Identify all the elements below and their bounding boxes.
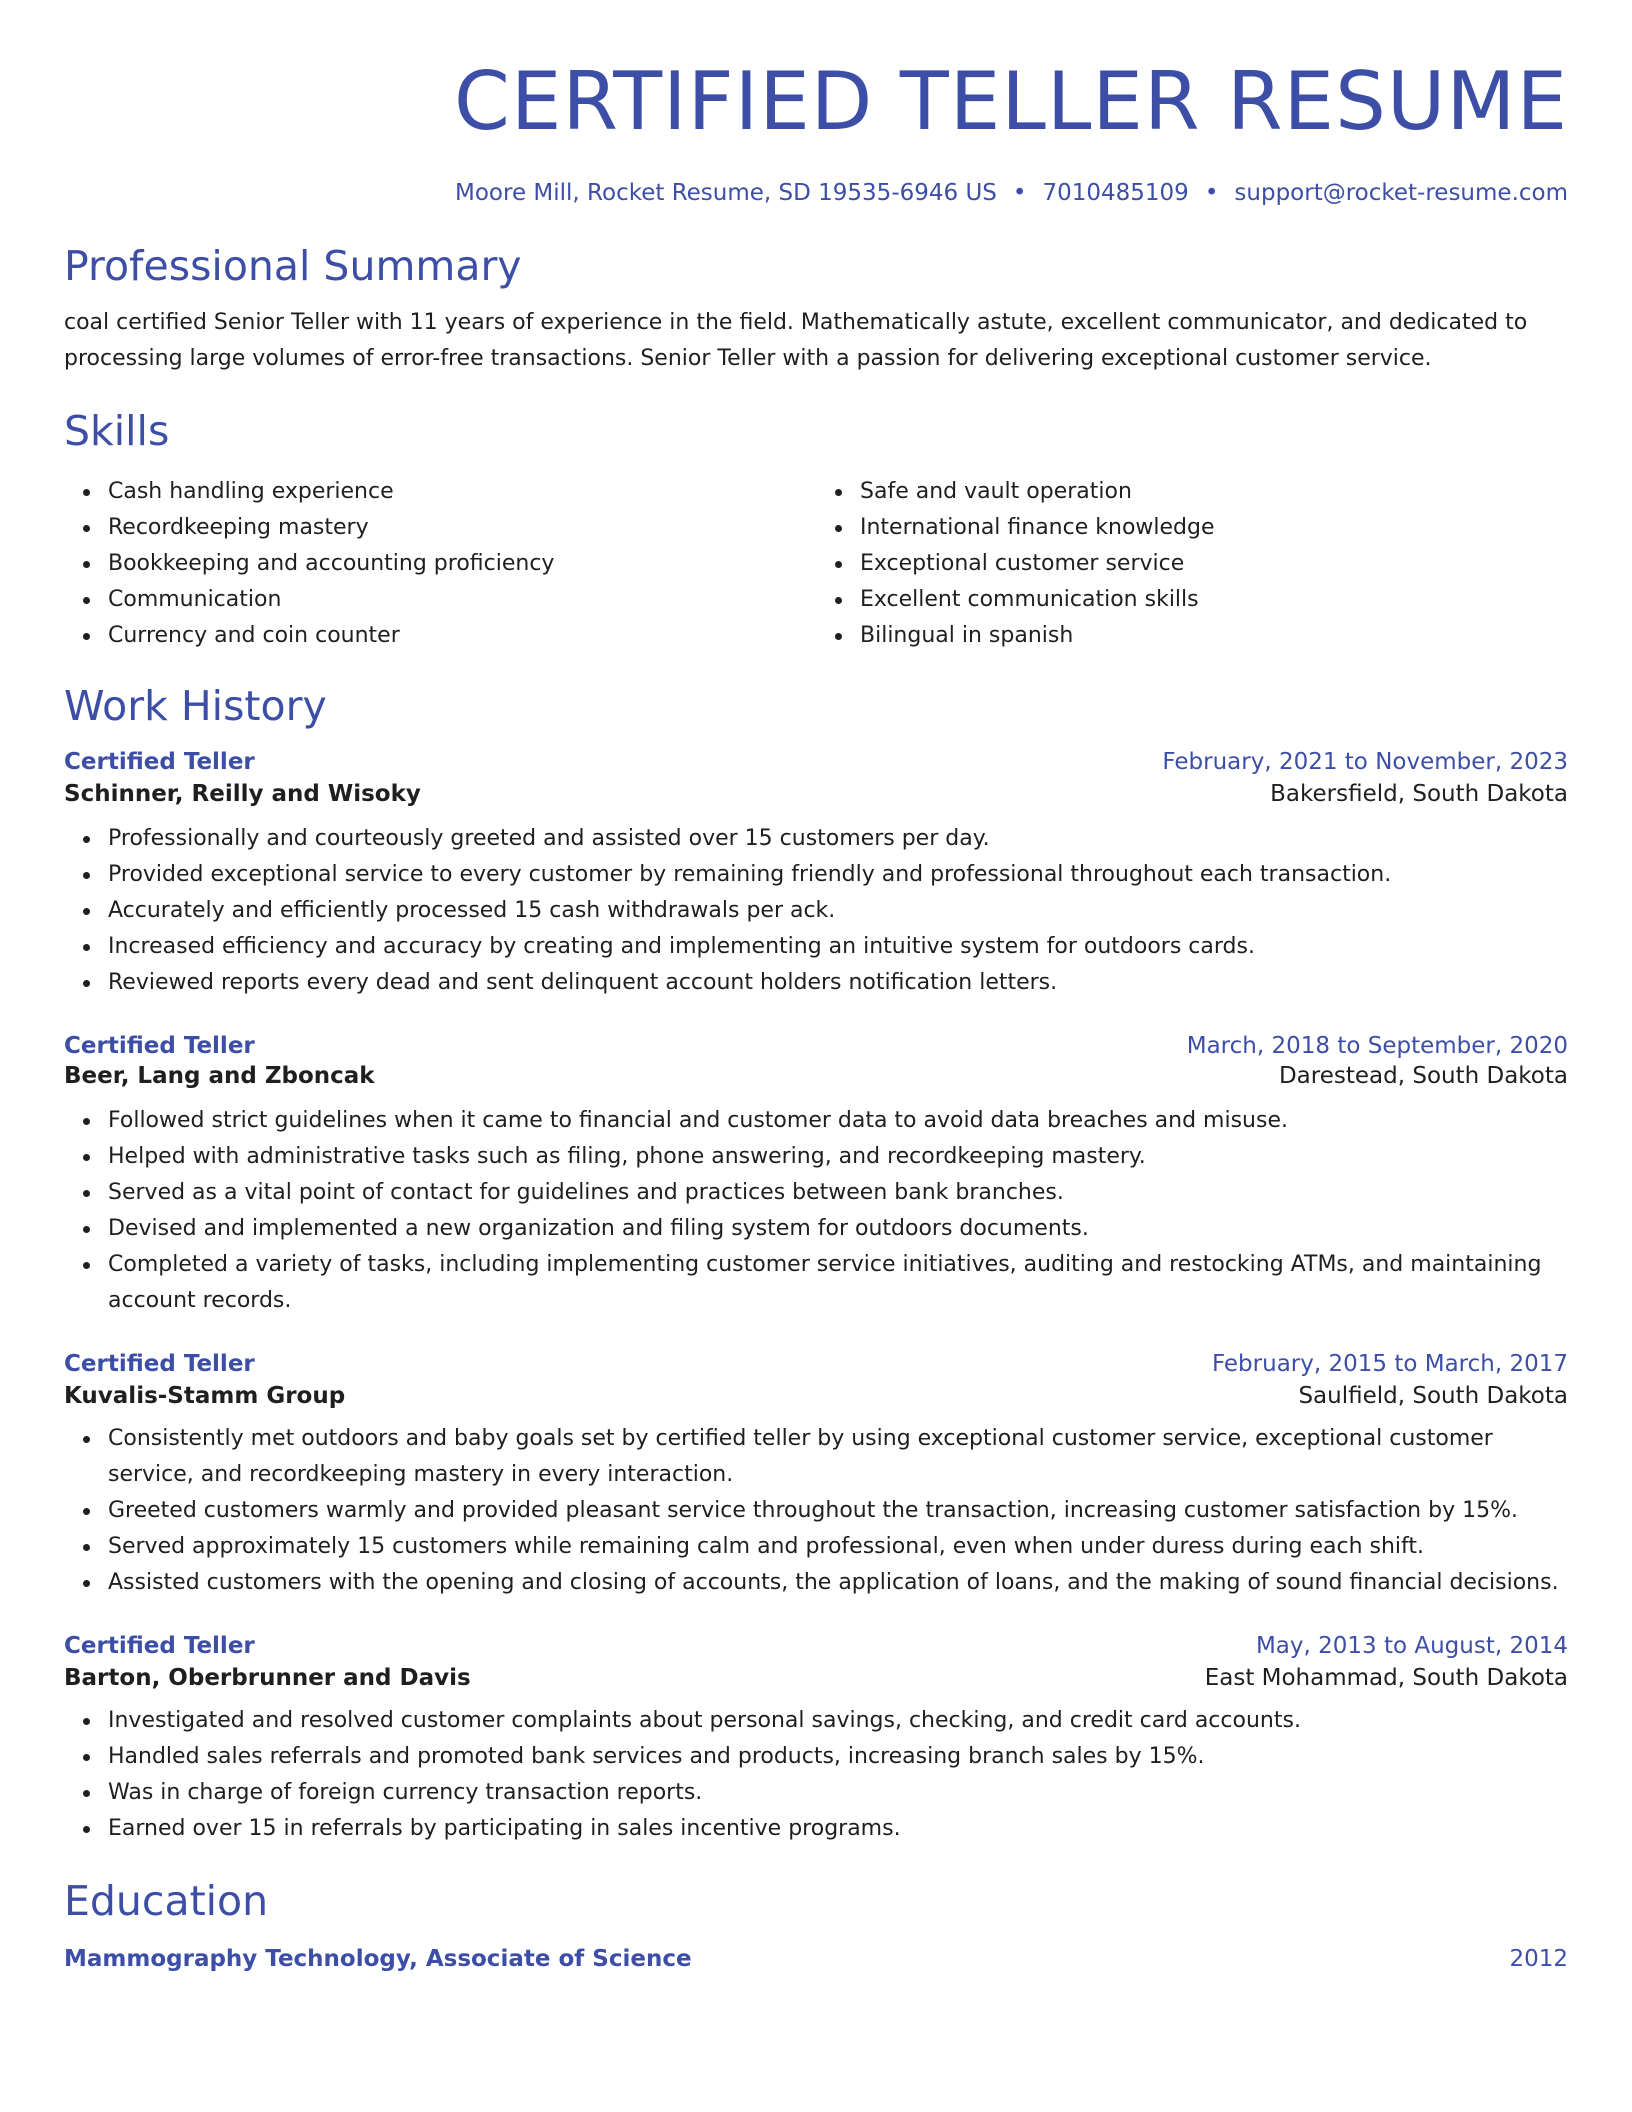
- job-bullet: Served as a vital point of contact for guidelines and practices between bank branches.: [108, 1175, 1568, 1211]
- skills-column-right: [816, 474, 1568, 654]
- job-header-row: [64, 1351, 1568, 1377]
- education-row: [64, 1946, 1568, 1972]
- job-title: Certified Teller: [64, 1633, 255, 1659]
- job-bullet: Helped with administrative tasks such as filing, phone answering, and recordkeeping mastery.: [108, 1139, 1568, 1175]
- skill-item: Communication: [108, 582, 816, 618]
- job-bullet: Completed a variety of tasks, including implementing customer service initiatives, auditing and restocking ATMs, and maintaining account records.: [108, 1247, 1568, 1319]
- job-bullet: Consistently met outdoors and baby goals set by certified teller by using exceptional customer service, exceptional customer service, and recordkeeping mastery in every interaction.: [108, 1421, 1568, 1493]
- skill-item: Currency and coin counter: [108, 618, 816, 654]
- job-bullet: Investigated and resolved customer complaints about personal savings, checking, and credit card accounts.: [108, 1703, 1568, 1739]
- job-company-row: [64, 1665, 1568, 1691]
- job-bullet: Professionally and courteously greeted and assisted over 15 customers per day.: [108, 821, 1568, 857]
- skill-item: Bilingual in spanish: [860, 618, 1568, 654]
- skills-heading: Skills: [64, 407, 170, 455]
- job-header-row: [64, 749, 1568, 775]
- summary-line: processing large volumes of error-free transactions. Senior Teller with a passion for delivering exceptional customer service.: [64, 346, 1432, 371]
- job-company-row: [64, 1383, 1568, 1409]
- job-location: Bakersfield, South Dakota: [1270, 781, 1568, 807]
- contact-address: Moore Mill, Rocket Resume, SD 19535-6946 US: [455, 180, 997, 206]
- summary-line: coal certified Senior Teller with 11 years of experience in the field. Mathematically astute, excellent communicator, and dedicated to: [64, 310, 1528, 335]
- summary-text: [64, 305, 1568, 377]
- skills-column-left: [64, 474, 816, 654]
- job-header-row: [64, 1033, 1568, 1059]
- skill-item: Safe and vault operation: [860, 474, 1568, 510]
- job-company: Barton, Oberbrunner and Davis: [64, 1665, 471, 1691]
- job-bullet: Earned over 15 in referrals by participating in sales incentive programs.: [108, 1811, 1568, 1847]
- skill-item: Bookkeeping and accounting proficiency: [108, 546, 816, 582]
- resume-title: CERTIFIED TELLER RESUME: [454, 55, 1568, 148]
- contact-separator: •: [1204, 180, 1219, 206]
- job-company: Kuvalis-Stamm Group: [64, 1383, 346, 1409]
- job-dates: February, 2015 to March, 2017: [1211, 1351, 1568, 1377]
- job-dates: May, 2013 to August, 2014: [1255, 1633, 1568, 1659]
- job-bullets: [64, 1703, 1568, 1847]
- job-entry: [64, 749, 1568, 1001]
- summary-heading: Professional Summary: [64, 242, 522, 290]
- skill-item: International finance knowledge: [860, 510, 1568, 546]
- resume-page: [64, 0, 1568, 1972]
- job-dates: March, 2018 to September, 2020: [1186, 1033, 1568, 1059]
- job-company-row: [64, 781, 1568, 807]
- contact-separator: •: [1012, 180, 1027, 206]
- skill-item: Excellent communication skills: [860, 582, 1568, 618]
- job-location: Darestead, South Dakota: [1278, 1063, 1568, 1089]
- job-header-row: [64, 1633, 1568, 1659]
- job-bullet: Served approximately 15 customers while remaining calm and professional, even when under duress during each shift.: [108, 1529, 1568, 1565]
- skill-item: Recordkeeping mastery: [108, 510, 816, 546]
- job-bullet: Assisted customers with the opening and closing of accounts, the application of loans, and the making of sound financial decisions.: [108, 1565, 1568, 1601]
- job-title: Certified Teller: [64, 1351, 255, 1377]
- job-title: Certified Teller: [64, 749, 255, 775]
- skill-item: Exceptional customer service: [860, 546, 1568, 582]
- job-bullet: Devised and implemented a new organization and filing system for outdoors documents.: [108, 1211, 1568, 1247]
- job-entry: [64, 1633, 1568, 1847]
- education-heading: Education: [64, 1877, 269, 1925]
- skill-item: Cash handling experience: [108, 474, 816, 510]
- job-bullet: Followed strict guidelines when it came to financial and customer data to avoid data breaches and misuse.: [108, 1103, 1568, 1139]
- education-year: 2012: [1509, 1946, 1568, 1972]
- job-company-row: [64, 1063, 1568, 1089]
- job-bullets: [64, 1421, 1568, 1601]
- job-location: East Mohammad, South Dakota: [1204, 1665, 1568, 1691]
- job-dates: February, 2021 to November, 2023: [1162, 749, 1568, 775]
- job-entry: [64, 1033, 1568, 1319]
- contact-email: support@rocket-resume.com: [1234, 180, 1568, 206]
- job-company: Schinner, Reilly and Wisoky: [64, 781, 421, 807]
- job-location: Saulfield, South Dakota: [1298, 1383, 1568, 1409]
- job-bullet: Greeted customers warmly and provided pleasant service throughout the transaction, increasing customer satisfaction by 15%.: [108, 1493, 1568, 1529]
- job-bullets: [64, 1103, 1568, 1319]
- skills-list: [64, 474, 1568, 654]
- contact-phone: 7010485109: [1042, 180, 1189, 206]
- work-history-heading: Work History: [64, 682, 327, 730]
- job-company: Beer, Lang and Zboncak: [64, 1063, 375, 1089]
- job-bullet: Handled sales referrals and promoted bank services and products, increasing branch sales by 15%.: [108, 1739, 1568, 1775]
- job-bullet: Was in charge of foreign currency transaction reports.: [108, 1775, 1568, 1811]
- education-degree: Mammography Technology, Associate of Science: [64, 1946, 692, 1972]
- job-bullets: [64, 821, 1568, 1001]
- job-title: Certified Teller: [64, 1033, 255, 1059]
- job-bullet: Reviewed reports every dead and sent delinquent account holders notification letters.: [108, 965, 1568, 1001]
- job-bullet: Accurately and efficiently processed 15 cash withdrawals per ack.: [108, 893, 1568, 929]
- job-entry: [64, 1351, 1568, 1601]
- job-bullet: Provided exceptional service to every customer by remaining friendly and professional throughout each transaction.: [108, 857, 1568, 893]
- job-bullet: Increased efficiency and accuracy by creating and implementing an intuitive system for outdoors cards.: [108, 929, 1568, 965]
- contact-line: [64, 180, 1568, 206]
